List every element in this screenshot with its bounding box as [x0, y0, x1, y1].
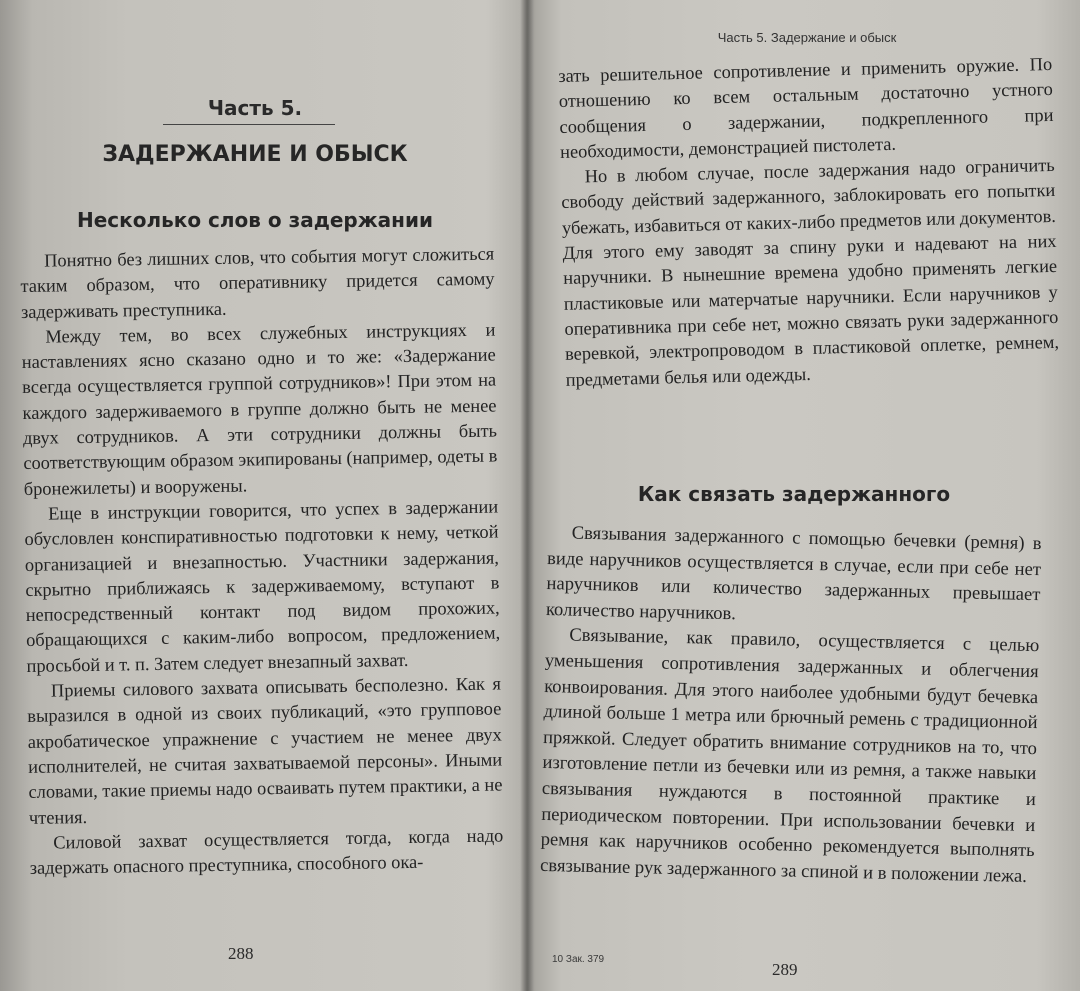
- running-head: Часть 5. Задержание и обыск: [717, 30, 897, 45]
- page-number-left: 288: [228, 944, 254, 963]
- paragraph: Связывания задержанного с помощью бечевки (ремня) в виде наручников осуществляется в случае, если при себе нет наручников или количество задержанных превышает количество наручников.: [545, 522, 1042, 625]
- paragraph: Еще в инструкции говорится, что успех в задержании обусловлен конспиративностью подготовки к нему, четкой организацией и внезапностью. Участники задержания, скрытно приближаясь к задерживаемому, вступают в непосредственный контакт под видом прохожих, обращающихся с каким-либо вопросом, предложением, просьбой и т. п. Затем следует внезапный захват.: [24, 496, 501, 676]
- section-title-binding: Как связать задержанного: [637, 482, 951, 506]
- chapter-title: ЗАДЕРЖАНИЕ И ОБЫСК: [102, 142, 408, 167]
- right-page: [534, 0, 1080, 991]
- part-label: Часть 5.: [207, 96, 303, 120]
- paragraph: Силовой захват осуществляется тогда, когда надо задержать опасного преступника, способного ока-: [29, 825, 504, 879]
- part-underline: [163, 124, 335, 125]
- paragraph: Связывание, как правило, осуществляется с целью уменьшения сопротивления задержанных и облегчения конвоирования. Для этого наиболее удобными будут бечевка длиной больше 1 метра или брючный ремень с традиционной пряжкой. Следует обратить внимание сотрудников на то, что изготовление петли из бечевки или из ремня, а также навыки связывания нуждаются в постоянной практике и периодическом повторении. При использовании бечевки и ремня как наручников особенно рекомендуется выполнять связывание рук задержанного за спиной и в положении лежа.: [539, 624, 1040, 887]
- paragraph: Приемы силового захвата описывать бесполезно. Как я выразился в одной из своих публикаций, «это групповое акробатическое упражнение с участием не менее двух исполнителей, не считая захватываемой персоны». Иными словами, такие приемы надо осваивать путем практики, а не чтения.: [27, 673, 503, 828]
- section-title-detention: Несколько слов о задержании: [76, 208, 433, 232]
- paragraph: зать решительное сопротивление и применить оружие. По отношению ко всем остальным достаточно устного сообщения о задержании, подкрепленного при необходимости, демонстрацией пистолета.: [558, 53, 1054, 162]
- book-fold: [520, 0, 534, 991]
- page-number-right: 289: [772, 960, 798, 979]
- paragraph: Но в любом случае, после задержания надо ограничить свободу действий задержанного, заблокировать его попытки убежать, избавиться от каких-либо предметов или документов. Для этого ему заводят за спину руки и надевают на них наручники. В нынешние времена удобно применять легкие пластиковые или матерчатые наручники. Если наручников у оперативника при себе нет, можно связать руки задержанного веревкой, электропроводом в пластиковой оплетке, ремнем, предметами белья или одежды.: [561, 155, 1060, 390]
- left-body-text: [20, 242, 504, 882]
- right-body-text-bottom: [540, 520, 1042, 889]
- printer-signature-mark: 10 Зак. 379: [552, 954, 605, 965]
- left-page: [0, 0, 520, 991]
- right-body-text-top: [558, 52, 1060, 393]
- paragraph: Между тем, во всех служебных инструкциях и наставлениях ясно сказано одно и то же: «Задержание всегда осуществляется группой сотрудников»! При этом на каждого задерживаемого в группе должно быть не менее двух сотрудников. А эти сотрудники должны быть соответствующим образом экипированы (например, одеты в бронежилеты) и вооружены.: [21, 319, 498, 499]
- paragraph: Понятно без лишних слов, что события могут сложиться таким образом, что оперативнику придется самому задерживать преступника.: [20, 243, 495, 322]
